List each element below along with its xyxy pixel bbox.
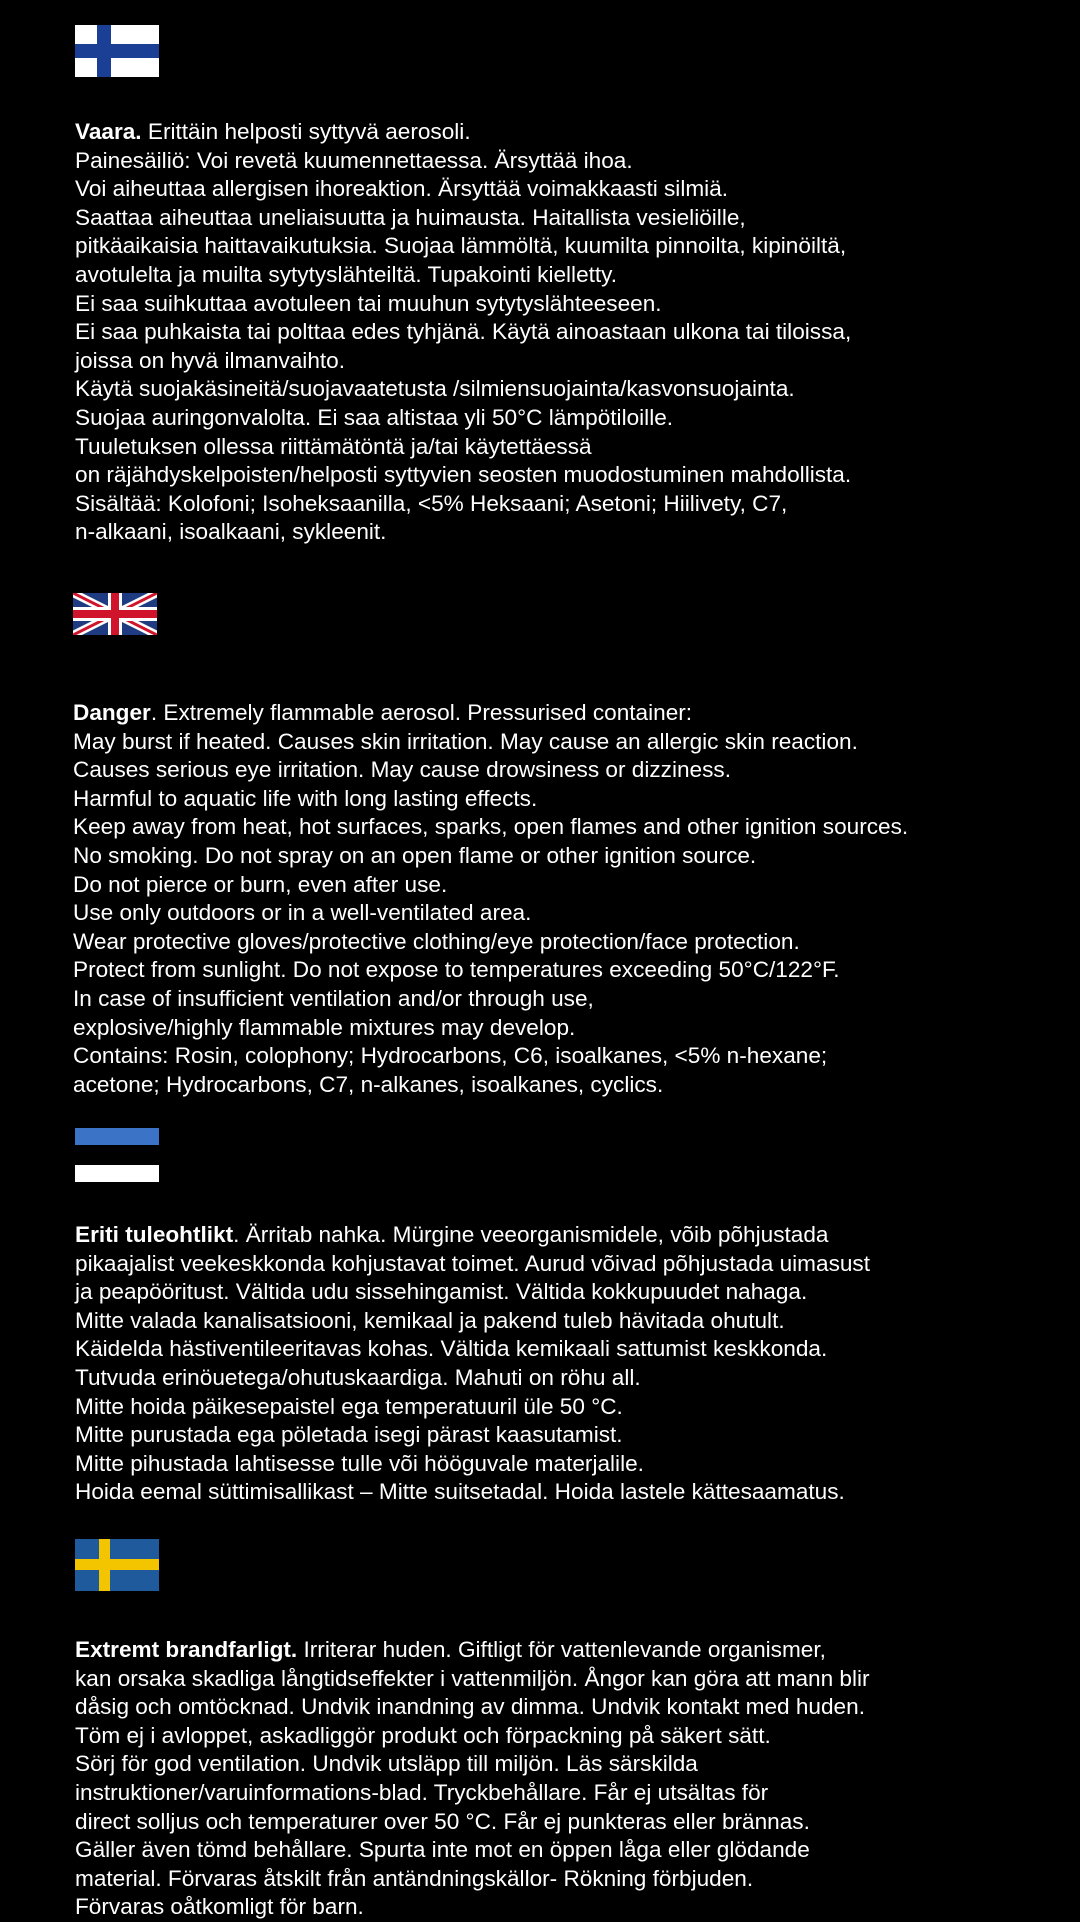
estonian-heading: Eriti tuleohtlikt [75, 1222, 234, 1247]
finnish-heading: Vaara. [75, 119, 142, 144]
estonia-flag-icon [75, 1128, 159, 1182]
sweden-flag-icon [75, 1539, 159, 1591]
finnish-warning-text [75, 118, 1065, 547]
finnish-section [75, 25, 1065, 547]
english-warning-text [73, 699, 1063, 1099]
english-body: . Extremely flammable aerosol. Pressurised container: May burst if heated. Causes skin irritation. May cause an allergic skin reaction. Causes serious eye irritation. May cause drowsiness or dizziness. Harmful to aquatic life with long lasting effects. Keep away from heat, hot surfaces, sparks, open flames and other ignition sources. No smoking. Do not spray on an open flame or other ignition source. Do not pierce or burn, even after use. Use only outdoors or in a well-ventilated area. Wear protective gloves/protective clothing/eye protection/face protection. Protect from sunlight. Do not expose to temperatures exceeding 50°C/122°F. In case of insufficient ventilation and/or through use, explosive/highly flammable mixtures may develop. Contains: Rosin, colophony; Hydrocarbons, C6, isoalkanes, <5% n-hexane; acetone; Hydrocarbons, C7, n-alkanes, isoalkanes, cyclics. [73, 700, 909, 1097]
swedish-section [75, 1539, 1065, 1922]
finnish-body: Erittäin helposti syttyvä aerosoli. Painesäiliö: Voi revetä kuumennettaessa. Ärsyttää ihoa. Voi aiheuttaa allergisen ihoreaktion. Ärsyttää voimakkaasti silmiä. Saattaa aiheuttaa uneliaisuutta ja huimausta. Haitallista vesieliöille, pitkäaikaisia haittavaikutuksia. Suojaa lämmöltä, kuumilta pinnoilta, kipinöiltä, avotulelta ja muilta sytytyslähteiltä. Tupakointi kielletty. Ei saa suihkuttaa avotuleen tai muuhun sytytyslähteeseen. Ei saa puhkaista tai polttaa edes tyhjänä. Käytä ainoastaan ulkona tai tiloissa, joissa on hyvä ilmanvaihto. Käytä suojakäsineitä/suojavaatetusta /silmiensuojainta/kasvonsuojainta. Suojaa auringonvalolta. Ei saa altistaa yli 50°C lämpötiloille. Tuuletuksen ollessa riittämätöntä ja/tai käytettäessä on räjähdyskelpoisten/helposti syttyvien seosten muodostuminen mahdollista. Sisältää: Kolofoni; Isoheksaanilla, <5% Heksaani; Asetoni; Hiilivety, C7, n-alkaani, isoalkaani, sykleenit. [75, 119, 852, 545]
swedish-warning-text [75, 1636, 1065, 1922]
uk-flag-icon [73, 593, 157, 635]
swedish-heading: Extremt brandfarligt. [75, 1637, 298, 1662]
estonian-section [75, 1128, 1065, 1507]
estonian-body: . Ärritab nahka. Mürgine veeorganismidele, võib põhjustada pikaajalist veekeskkonda kohjustavat toimet. Aurud võivad põhjustada uimasust ja peapööritust. Vältida udu sissehingamist. Vältida kokkupuudet nahaga. Mitte valada kanalisatsiooni, kemikaal ja pakend tuleb hävitada ohutult. Käidelda hästiventileeritavas kohas. Vältida kemikaali sattumist keskkonda. Tutvuda erinöuetega/ohutuskaardiga. Mahuti on röhu all. Mitte hoida päikesepaistel ega temperatuuril üle 50 °C. Mitte purustada ega pöletada isegi pärast kaasutamist. Mitte pihustada lahtisesse tulle või hööguvale materjalile. Hoida eemal süttimisallikast – Mitte suitsetadal. Hoida lastele kättesaamatus. [75, 1222, 871, 1505]
english-heading: Danger [73, 700, 151, 725]
english-section [73, 593, 1063, 1099]
estonian-warning-text [75, 1221, 1065, 1507]
swedish-body: Irriterar huden. Giftligt för vattenlevande organismer, kan orsaka skadliga långtidseffekter i vattenmiljön. Ångor kan göra att mann blir dåsig och omtöcknad. Undvik inandning av dimma. Undvik kontakt med huden. Töm ej i avloppet, askadliggör produkt och förpackning på säkert sätt. Sörj för god ventilation. Undvik utsläpp till miljön. Läs särskilda instruktioner/varuinformations-blad. Tryckbehållare. Får ej utsältas för direct solljus och temperaturer over 50 °C. Får ej punkteras eller brännas. Gäller även tömd behållare. Spurta inte mot en öppen låga eller glödande material. Förvaras åtskilt från antändningskällor- Rökning förbjuden. Förvaras oåtkomligt för barn. [75, 1637, 870, 1920]
finland-flag-icon [75, 25, 159, 77]
